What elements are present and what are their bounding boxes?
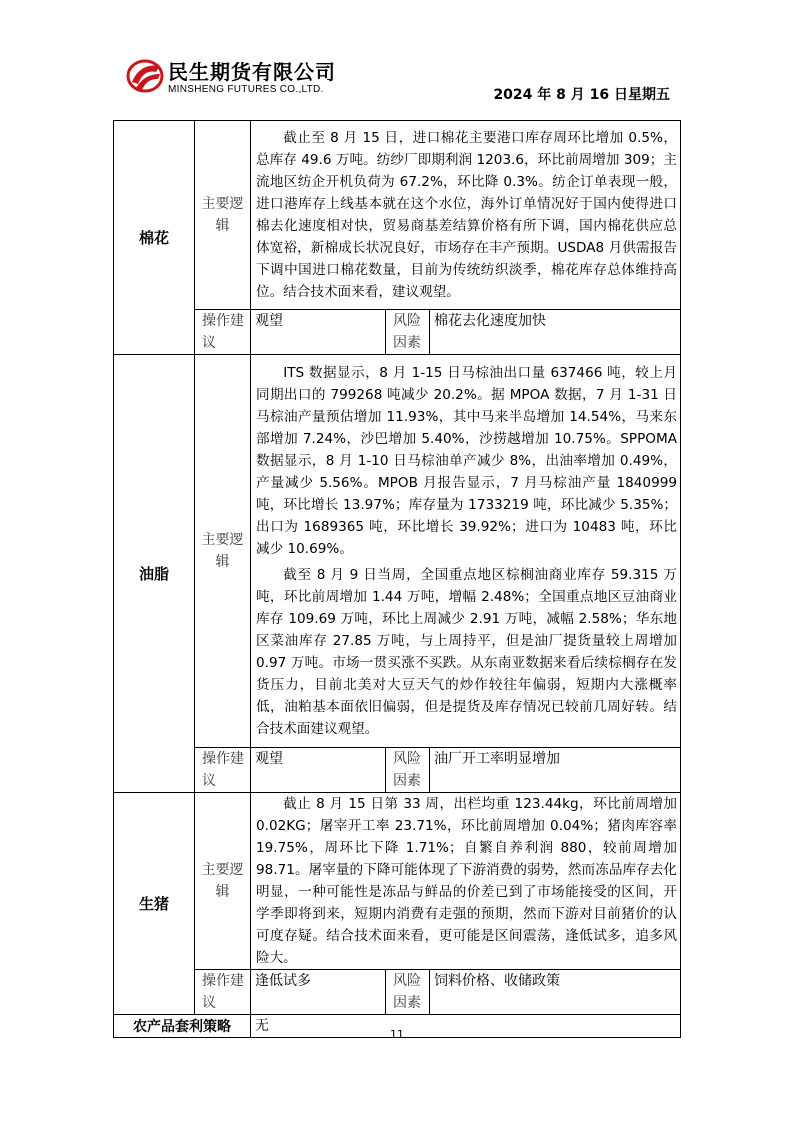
hogs-logic-row [114, 793, 681, 970]
paragraph: 截止至 8 月 15 日，进口棉花主要港口库存周环比增加 0.5%，总库存 49.6 万吨。纺纱厂即期利润 1203.6，环比前周增加 309；主流地区纺企开机负荷为 67.2%，环比降 0.3%。纺企订单表现一般，进口港库存上线基本就在这个水位，海外订单情况好于国内使得进口棉去化速度相对快，贸易商基差结算价格有所下调，国内棉花供应总体宽裕，新棉成长状况良好，市场存在丰产预期。USDA8 月供需报告下调中国进口棉花数量，目前为传统纺织淡季，棉花库存总体维持高位。结合技术面来看，建议观望。 [256, 130, 678, 300]
section-name-oils: 油脂 [114, 355, 195, 793]
operation-label: 操作建议 [195, 310, 251, 355]
main-logic-label: 主要逻辑 [195, 355, 251, 748]
hogs-advice-row [114, 970, 681, 1015]
cotton-analysis [251, 121, 681, 310]
operation-value: 逢低试多 [251, 970, 386, 1015]
page-number: 11 [390, 1028, 404, 1041]
page-header [126, 56, 670, 108]
company-logo [126, 56, 366, 100]
arbitrage-label: 农产品套利策略 [114, 1015, 251, 1038]
section-name-cotton: 棉花 [114, 121, 195, 355]
paragraph: 截止 8 月 15 日第 33 周，出栏均重 123.44kg，环比前周增加 0.02KG；屠宰开工率 23.71%，环比前周增加 0.04%；猪肉库容率 19.75%，周环比下降 1.71%；自繁自养利润 880，较前周增加 98.71。屠宰量的下降可能体现了下游消费的弱势，然而冻品库存去化明显，一种可能性是冻品与鲜品的价差已到了市场能接受的区间，开学季即将到来，短期内消费有走强的预期，然而下游对目前猪价的认可度存疑。结合技术面来看，更可能是区间震荡，逢低试多，追多风险大。 [256, 796, 678, 966]
cotton-advice-row [114, 310, 681, 355]
oils-advice-row [114, 748, 681, 793]
risk-label: 风险因素 [386, 748, 430, 793]
risk-label: 风险因素 [386, 310, 430, 355]
operation-label: 操作建议 [195, 748, 251, 793]
oils-logic-row [114, 355, 681, 748]
logo-mark-icon [126, 58, 164, 94]
operation-value: 观望 [251, 748, 386, 793]
company-name-cn: 民生期货有限公司 [168, 60, 336, 84]
operation-value: 观望 [251, 310, 386, 355]
oils-analysis [251, 355, 681, 748]
main-logic-label: 主要逻辑 [195, 793, 251, 970]
paragraph: ITS 数据显示，8 月 1-15 日马棕油出口量 637466 吨，较上月同期出口的 799268 吨减少 20.2%。据 MPOA 数据，7 月 1-31 日马棕油产量预估增加 11.93%，其中马来半岛增加 14.54%，马来东部增加 7.24%，沙巴增加 5.40%，沙捞越增加 10.75%。SPPOMA 数据显示，8 月 1-10 日马棕油单产减少 8%，出油率增加 0.49%，产量减少 5.56%。MPOB 月报告显示，7 月马棕油产量 1840999 吨，环比增长 13.97%；库存量为 1733219 吨，环比减少 5.35%；出口为 1689365 吨，环比增长 39.92%；进口为 10483 吨，环比减少 10.69%。 [256, 365, 678, 557]
company-name-en: MINSHENG FUTURES CO.,LTD. [168, 84, 324, 95]
report-date: 2024 年 8 月 16 日星期五 [493, 87, 670, 103]
risk-value: 油厂开工率明显增加 [430, 748, 681, 793]
risk-label: 风险因素 [386, 970, 430, 1015]
risk-value: 棉花去化速度加快 [430, 310, 681, 355]
hogs-analysis [251, 793, 681, 970]
paragraph: 截至 8 月 9 日当周，全国重点地区棕榈油商业库存 59.315 万吨，环比前周增加 1.44 万吨，增幅 2.48%；全国重点地区豆油商业库存 109.69 万吨，环比上周减少 2.91 万吨，减幅 2.58%；华东地区菜油库存 27.85 万吨，与上周持平，但是油厂提货量较上周增加 0.97 万吨。市场一贯买涨不买跌。从东南亚数据来看后续棕榈存在发货压力，目前北美对大豆天气的炒作较往年偏弱，短期内大涨概率低，油粕基本面依旧偏弱，但是提货及库存情况已较前几周好转。结合技术面建议观望。 [256, 567, 678, 737]
operation-label: 操作建议 [195, 970, 251, 1015]
main-logic-label: 主要逻辑 [195, 121, 251, 310]
risk-value: 饲料价格、收储政策 [430, 970, 681, 1015]
section-name-hogs: 生猪 [114, 793, 195, 1015]
agri-products-table [113, 120, 681, 1038]
cotton-logic-row [114, 121, 681, 310]
arbitrage-value: 无 [251, 1015, 681, 1038]
